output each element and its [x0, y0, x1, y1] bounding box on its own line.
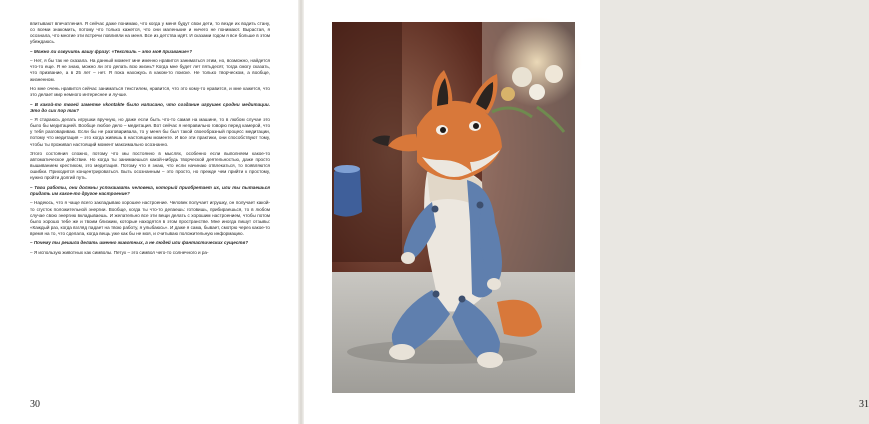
blue-cup-decor [334, 165, 362, 217]
interview-question: – Можно ли озвучить вашу фразу: «Текстиль – это моё призвание»? [30, 48, 193, 54]
fox-toy-photo [332, 22, 575, 393]
right-page [304, 0, 869, 424]
interview-paragraph: – Нет, я бы так не сказала. На данный момент мне именно нравится заниматься этим, но, возможно, найдется что-то еще. Я не знаю, можно ли это делать всю жизнь? Когда мне будет лет пятьдесят, тогда смогу сказать, что призвание, а в 25 лет – нет. Я пока нахожусь в каком-то поиске. Не только творческом, а вообще, жизненном. [30, 58, 270, 82]
page-number-left: 30 [30, 399, 40, 410]
interview-paragraph: Этого состояния сложно, потому что мы постоянно в мыслях, особенно если выполняем какое-то автоматическое действие. Но когда ты занимаешься какой-нибудь творческой деятельностью, даже просто вышиванием крестиком, это медитация. Потому что я знаю, что если начинаю отвлекаться, то появляются ошибки. Приходится концентрироваться. Быть осознанным – это просто, но прежде чем прийти к простому, нужно пройти долгий путь. [30, 151, 270, 181]
interview-question: – В какой-то твоей заметке vkontakte было написано, что создание игрушек сродни медитации. Это до сих пор так? [30, 101, 270, 113]
interview-paragraph: – Я стараюсь делать игрушки вручную, но даже если быть что-то самая на машине, то в любом случае это было бы медитацией. Вообще любое дело – медитация. Вот сейчас я неправильно говорю перед камерой, что у тебя разговариваю. Если бы не разговаривала, то у меня бы был такой своеобразный процесс медитации, потому что медитация – это когда живешь в настоящем моменте. И все эти практики, они способствуют тому, чтобы ты проживал настоящий момент максимально осознанно. [30, 117, 270, 147]
interview-paragraph: – Я использую животных как символы. Петух – это символ чего-то солнечного и ра- [30, 249, 209, 255]
interview-paragraph: впитывают впечатления. Я сейчас даже понимаю, что когда у меня будут свои дети, то везде их водить стану, со всеми знакомить, потому что только кажется, что они маленькие и ничего не понимают. Вырастая, я осознала, что многие эти встречи повлияли на меня. Все из детства идёт. И сказами годом я все больше в этом убеждаюсь. [30, 21, 270, 45]
interview-question: – Почему ты решила делать именно животных, а не людей или фантастических существ? [30, 240, 249, 246]
interview-question: – Твои работы, они должны успокаивать человека, который приобретает их, или ты пытаешься придать им какое-то другое настроение? [30, 184, 270, 196]
left-page [0, 0, 300, 424]
interview-text [30, 21, 270, 391]
toy-shadow [347, 340, 537, 364]
interview-paragraph: Но мне очень нравится сейчас заниматься текстилем, нравится, что это кому-то нравится, и мне кажется, что это делает мир немного интереснее и лучше. [30, 86, 270, 98]
fox-toy-illustration [332, 22, 575, 393]
page-number-right: 31 [859, 399, 869, 410]
interview-paragraph: – Надеюсь, что я чаще всего закладываю хорошее настроение. Человек получает игрушку, он получает какой-то сгусток положительной энергии. Вообще, когда ты что-то делаешь: готовишь, прибираешься, то в любом случае свою энергию вкладываешь. И желательно все эти вещи делать с хорошим настроением, чтобы потом было хорошо тебе же и твоим близким, которые находятся в этом пространстве. Мне иногда пишут отзывы: «Каждый раз, когда взгляд падает на твою работу, я улыбаюсь». И даже я сама, бывает, смотрю через какое-то время на то, что сделала, когда вещь уже как бы не моя, и считываю положительную информацию. [30, 200, 270, 236]
